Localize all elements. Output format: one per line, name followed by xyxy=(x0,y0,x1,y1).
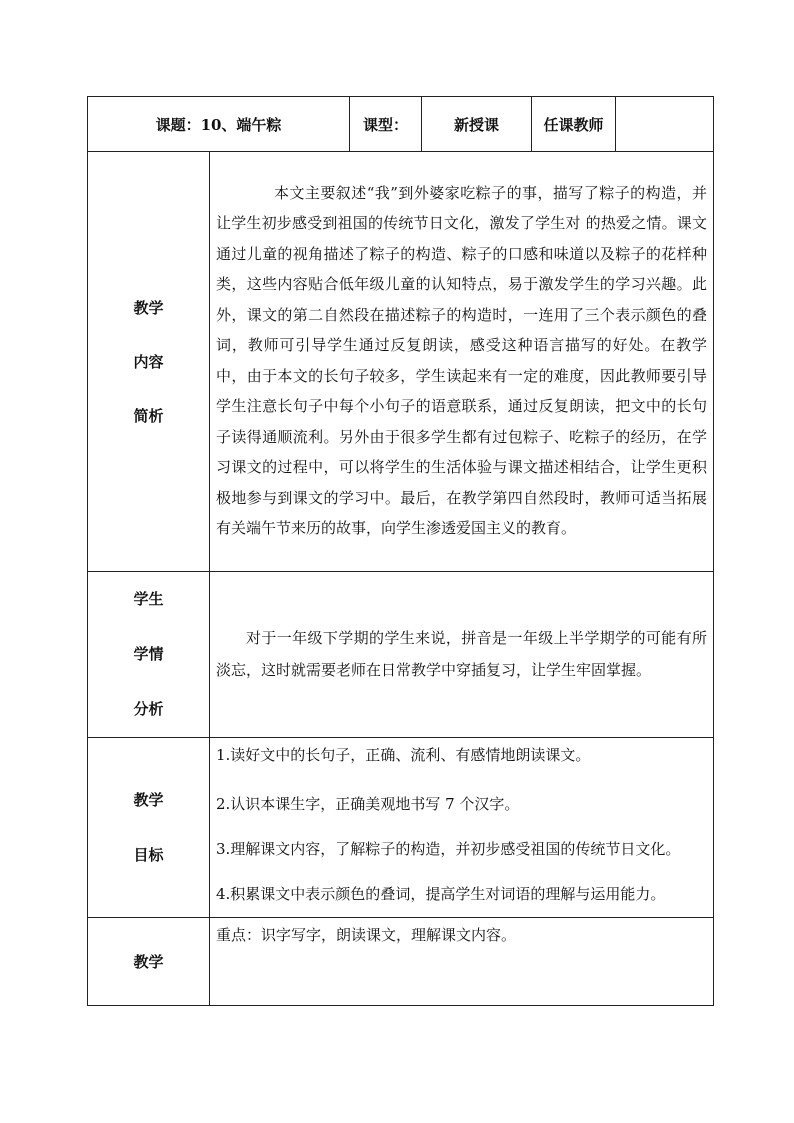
content-row xyxy=(88,152,714,572)
focus-text: 重点：识字写字，朗读课文，理解课文内容。 xyxy=(210,918,714,1006)
goals-list xyxy=(210,738,714,918)
teacher-value xyxy=(616,97,714,152)
goal-item: 1.读好文中的长句子，正确、流利、有感情地朗读课文。 xyxy=(216,746,591,764)
students-label: 学生 学情 分析 xyxy=(88,572,210,738)
goal-item: 4.积累课文中表示颜色的叠词，提高学生对词语的理解与运用能力。 xyxy=(216,885,666,903)
goals-label: 教学 目标 xyxy=(88,738,210,918)
lesson-plan-table xyxy=(87,96,714,1006)
focus-label: 教学 xyxy=(88,918,210,1006)
students-analysis-text: 对于一年级下学期的学生来说，拼音是一年级上半学期学的可能有所淡忘，这时就需要老师在日常教学中穿插复习，让学生牢固掌握。 xyxy=(210,572,714,738)
lesson-type-label: 课型： xyxy=(350,97,422,152)
goals-row xyxy=(88,738,714,918)
header-row xyxy=(88,97,714,152)
students-row xyxy=(88,572,714,738)
goal-item: 2.认识本课生字，正确美观地书写 7 个汉字。 xyxy=(216,795,520,813)
focus-row xyxy=(88,918,714,1006)
lesson-topic: 课题：10、端午粽 xyxy=(88,97,350,152)
teacher-label: 任课教师 xyxy=(532,97,616,152)
content-analysis-text: 本文主要叙述“我”到外婆家吃粽子的事，描写了粽子的构造，并让学生初步感受到祖国的传统节日文化，激发了学生对 的热爱之情。课文通过儿童的视角描述了粽子的构造、粽子的口感和味道以及粽子的花样种类，这些内容贴合低年级儿童的认知特点，易于激发学生的学习兴趣。此外，课文的第二自然段在描述粽子的构造时，一连用了三个表示颜色的叠词，教师可引导学生通过反复朗读，感受这种语言描写的好处。在教学中，由于本文的长句子较多，学生读起来有一定的难度，因此教师要引导学生注意长句子中每个小句子的语意联系，通过反复朗读，把文中的长句子读得通顺流利。另外由于很多学生都有过包粽子、吃粽子的经历，在学习课文的过程中，可以将学生的生活体验与课文描述相结合，让学生更积极地参与到课文的学习中。最后，在教学第四自然段时，教师可适当拓展有关端午节来历的故事，向学生渗透爱国主义的教育。 xyxy=(210,152,714,572)
content-label: 教学 内容 简析 xyxy=(88,152,210,572)
lesson-type-value: 新授课 xyxy=(422,97,532,152)
goal-item: 3.理解课文内容，了解粽子的构造，并初步感受祖国的传统节日文化。 xyxy=(216,840,681,858)
